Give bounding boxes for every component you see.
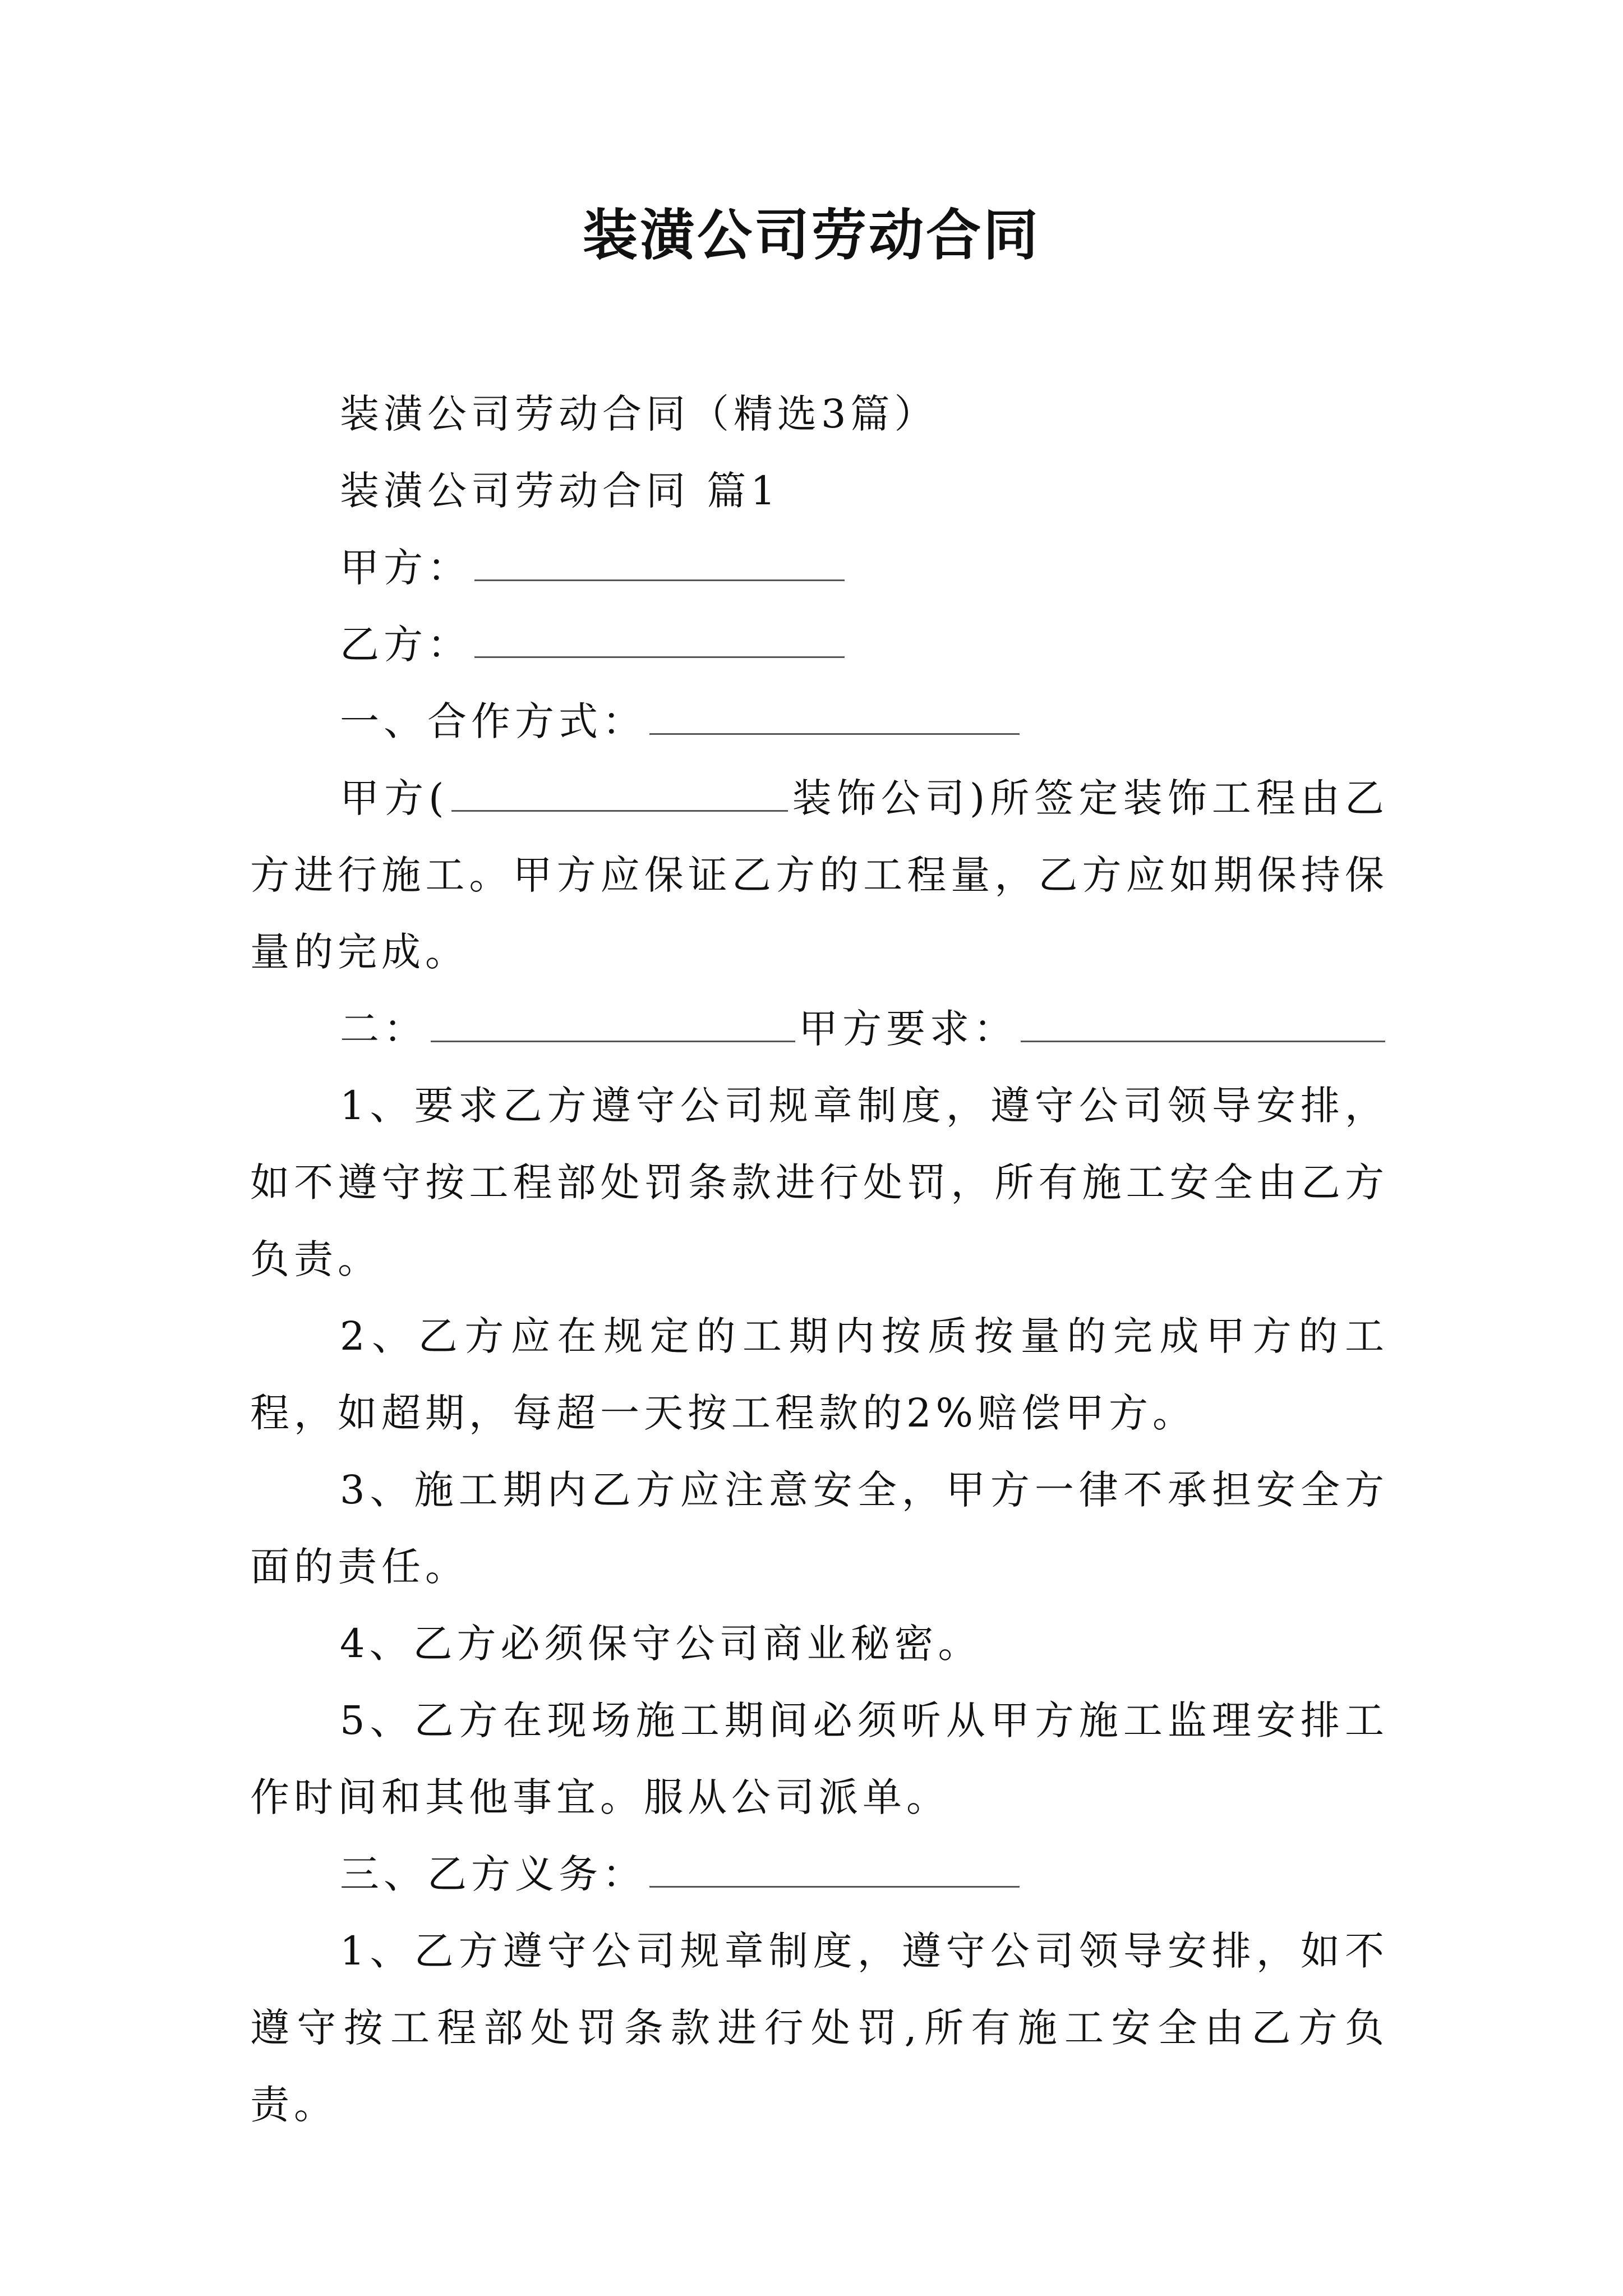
party-b-label: 乙方： <box>340 622 471 668</box>
section-2-blank <box>431 999 795 1042</box>
document-title: 装潢公司劳动合同 <box>582 203 1040 268</box>
section-1-label: 一、合作方式： <box>340 698 646 744</box>
party-a-line <box>250 530 1389 606</box>
section-1-text-b: 装饰公司)所签定装饰工程由乙方进行施工。甲方应保证乙方的工程量，乙方应如期保持保量的完成。 <box>250 775 1389 975</box>
party-b-line <box>250 606 1389 683</box>
company-name-blank <box>451 769 788 812</box>
section-1-text-a: 甲方( <box>340 775 449 821</box>
section-2-item-4: 4、乙方必须保守公司商业秘密。 <box>340 1621 982 1667</box>
section-2-requirements-label: 甲方要求： <box>799 1006 1017 1052</box>
chapter-heading: 装潢公司劳动合同 篇1 <box>340 468 780 514</box>
section-2-item-2: 2、乙方应在规定的工期内按质按量的完成甲方的工程，如超期，每超一天按工程款的2%赔偿甲方。 <box>250 1313 1389 1436</box>
section-3-label: 三、乙方义务： <box>340 1851 646 1897</box>
obligations-blank <box>649 1844 1020 1888</box>
requirements-blank <box>1021 999 1385 1042</box>
party-a-blank <box>474 538 845 581</box>
section-2-heading <box>250 991 1389 1068</box>
section-1-heading <box>250 683 1389 760</box>
section-1-paragraph <box>250 760 1389 991</box>
section-2-item-5: 5、乙方在现场施工期间必须听从甲方施工监理安排工作时间和其他事宜。服从公司派单。 <box>250 1697 1389 1820</box>
section-2-item-3: 3、施工期内乙方应注意安全，甲方一律不承担安全方面的责任。 <box>250 1467 1389 1590</box>
party-b-blank <box>474 615 845 658</box>
section-3-item-1: 1、乙方遵守公司规章制度，遵守公司领导安排，如不遵守按工程部处罚条款进行处罚,所有施工安全由乙方负责。 <box>250 1928 1389 2128</box>
section-2-item-1: 1、要求乙方遵守公司规章制度，遵守公司领导安排，如不遵守按工程部处罚条款进行处罚，所有施工安全由乙方负责。 <box>250 1083 1389 1282</box>
section-2-label: 二： <box>340 1006 427 1052</box>
document-heading: 装潢公司劳动合同（精选3篇） <box>340 391 938 437</box>
document-body <box>250 376 1389 2143</box>
section-3-heading <box>250 1836 1389 1913</box>
party-a-label: 甲方： <box>340 545 471 591</box>
cooperation-mode-blank <box>649 692 1020 735</box>
